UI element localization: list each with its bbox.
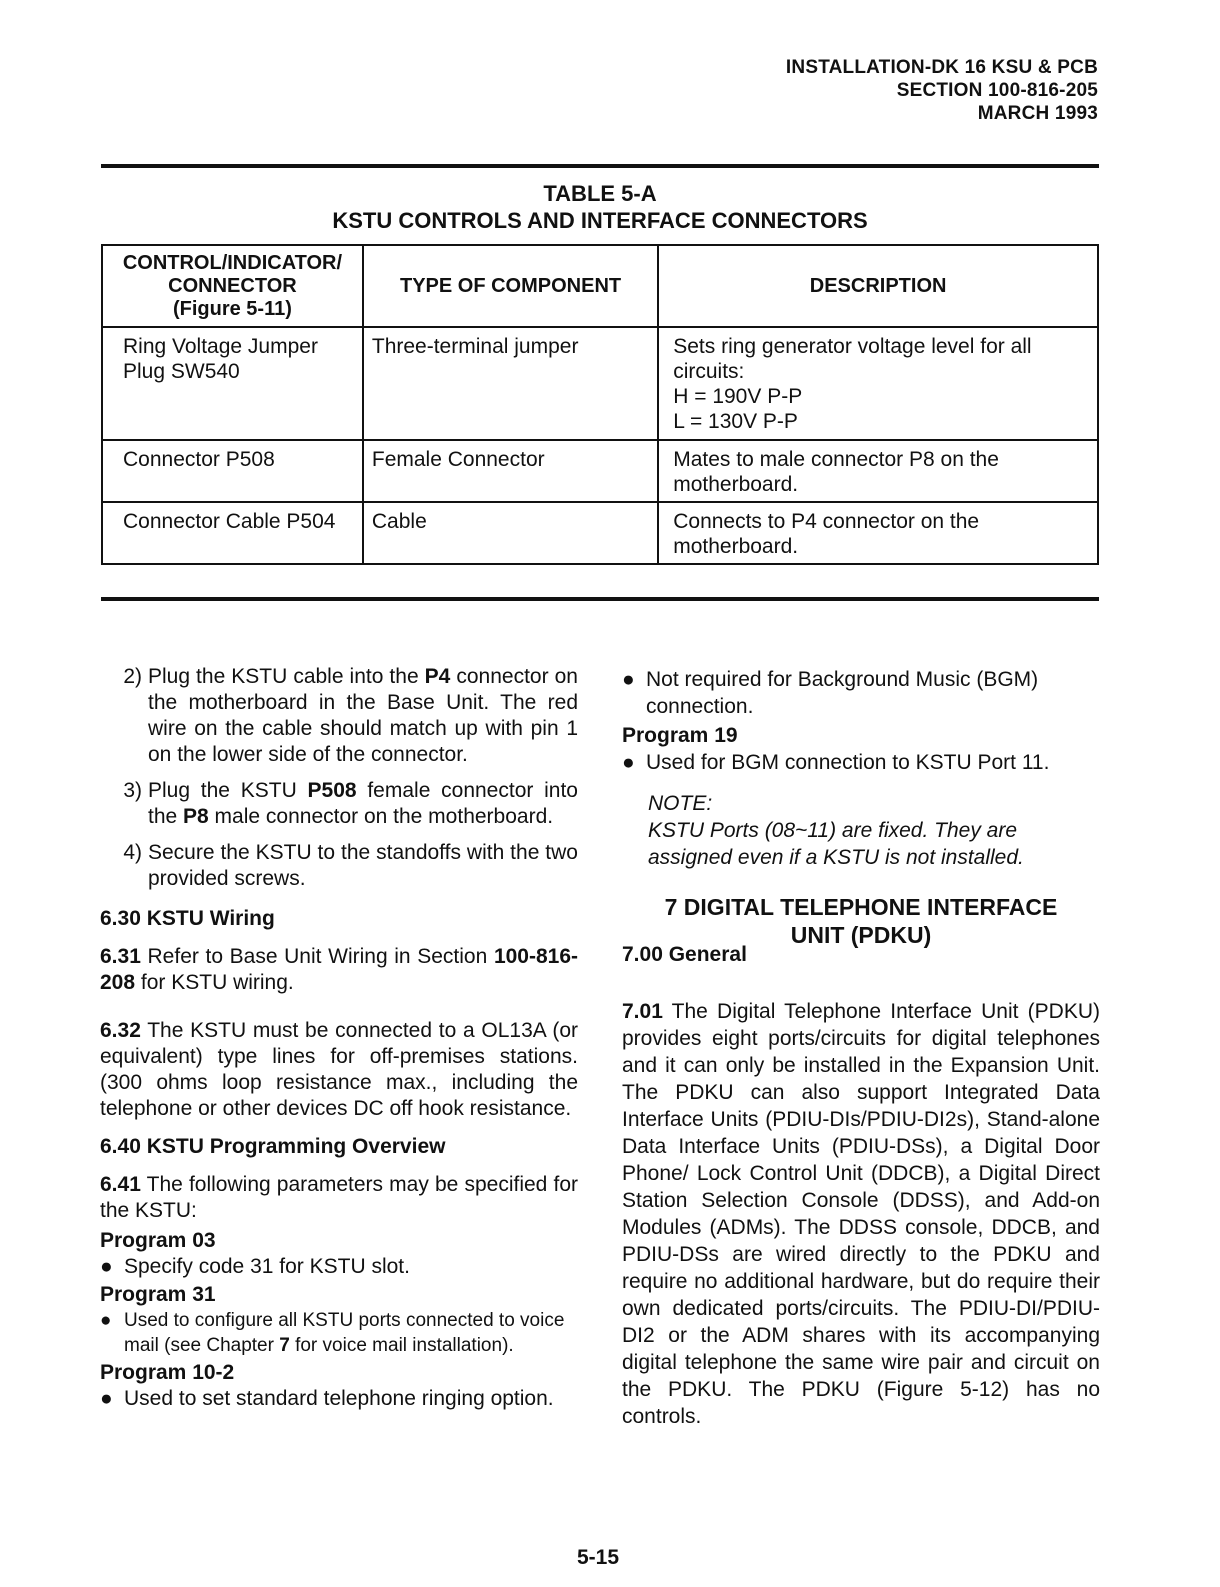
paragraph-7-01: 7.01 The Digital Telephone Interface Unit (PDKU) provides eight ports/circuits for digital telephones and it can only be installed in the Expansion Unit. The PDKU can also support Integrated Data Interface Units (PDIU-DIs/PDIU-DI2s), Stand-alone Data Interface Units (PDIU-DSs), a Digital Door Phone/ Lock Control Unit (DDCB), a Digital Direct Station Selection Console (DDSS), and Add-on Modules (ADMs). The DDSS console, DDCB, and PDIU-DSs are wired directly to the PDKU and require no additional hardware, but do require their own dedicated ports/circuits. The PDIU-DI/PDIU-DI2 or the ADM shares with its accompanying digital telephone the same wire pair and circuit on the PDKU. The PDKU (Figure 5-12) has no controls. [622, 1000, 1100, 1428]
header-title: INSTALLATION-DK 16 KSU & PCB [785, 57, 1098, 78]
table-caption [101, 180, 1099, 234]
table-row [102, 502, 1098, 564]
program-31-label: Program 31 [100, 1283, 216, 1306]
note-text: KSTU Ports (08~11) are fixed. They are assigned even if a KSTU is not installed. [648, 819, 1024, 869]
list-item: ● Specify code 31 for KSTU slot. [100, 1255, 410, 1278]
right-column [622, 666, 1100, 1442]
table-row [102, 440, 1098, 502]
step-item: 3) Plug the KSTU P508 female connector into the P8 male connector on the motherboard. [123, 779, 578, 828]
cell-type: Three-terminal jumper [363, 327, 658, 440]
paragraph-6-41: 6.41 The following parameters may be specified for the KSTU: [100, 1173, 578, 1222]
cell-description: Connects to P4 connector on the motherboard. [658, 502, 1098, 564]
top-rule [101, 164, 1099, 168]
col-header-control: CONTROL/INDICATOR/ CONNECTOR (Figure 5-11) [102, 245, 363, 327]
bullet-icon: ● [622, 751, 635, 774]
table-number: TABLE 5-A [543, 181, 657, 206]
cell-description: Sets ring generator voltage level for all circuits: H = 190V P-P L = 130V P-P [658, 327, 1098, 440]
section-7-title: 7 DIGITAL TELEPHONE INTERFACE UNIT (PDKU) [664, 894, 1058, 948]
table-subtitle: KSTU CONTROLS AND INTERFACE CONNECTORS [332, 208, 868, 233]
header-section: SECTION 100-816-205 [896, 80, 1098, 101]
bottom-rule [101, 597, 1099, 601]
col-header-type: TYPE OF COMPONENT [363, 245, 658, 327]
program-10-2-label: Program 10-2 [100, 1361, 235, 1384]
paragraph-6-31: 6.31 Refer to Base Unit Wiring in Section 100-816-208 for KSTU wiring. [100, 945, 578, 994]
bullet-icon: ● [100, 1310, 112, 1331]
col-header-description: DESCRIPTION [658, 245, 1098, 327]
list-item: ● Used to set standard telephone ringing option. [100, 1387, 554, 1410]
table-header-row [102, 245, 1098, 327]
cell-type: Cable [363, 502, 658, 564]
cell-type: Female Connector [363, 440, 658, 502]
table-row [102, 327, 1098, 440]
note-label: NOTE: [648, 792, 713, 815]
document-header [786, 56, 1098, 125]
bullet-icon: ● [100, 1255, 113, 1278]
bullet-icon: ● [622, 668, 635, 691]
heading-7-00: 7.00 General [622, 943, 747, 966]
program-19-label: Program 19 [622, 724, 738, 747]
header-date: MARCH 1993 [977, 103, 1098, 124]
step-item: 4) Secure the KSTU to the standoffs with the two provided screws. [123, 841, 578, 890]
kstu-controls-table [101, 244, 1099, 565]
heading-6-30: 6.30 KSTU Wiring [100, 907, 275, 930]
step-item: 2) Plug the KSTU cable into the P4 connector on the motherboard in the Base Unit. The red wire on the cable should match up with pin 1 on the lower side of the connector. [123, 665, 578, 766]
program-03-label: Program 03 [100, 1229, 216, 1252]
heading-6-40: 6.40 KSTU Programming Overview [100, 1135, 446, 1158]
cell-control: Ring Voltage Jumper Plug SW540 [102, 327, 363, 440]
page-number: 5-15 [576, 1546, 620, 1569]
list-item: ● Not required for Background Music (BGM) connection. [622, 668, 1039, 718]
left-column [100, 664, 578, 1412]
paragraph-6-32: 6.32 The KSTU must be connected to a OL13A (or equivalent) type lines for off-premises stations. (300 ohms loop resistance max., including the telephone or other devices DC off hook resistance. [100, 1019, 578, 1120]
list-item: ● Used to configure all KSTU ports connected to voice mail (see Chapter 7 for voice mail installation). [100, 1310, 565, 1356]
cell-description: Mates to male connector P8 on the motherboard. [658, 440, 1098, 502]
cell-control: Connector Cable P504 [102, 502, 363, 564]
list-item: ● Used for BGM connection to KSTU Port 11. [622, 751, 1050, 774]
cell-control: Connector P508 [102, 440, 363, 502]
note-block [648, 790, 1100, 871]
bullet-icon: ● [100, 1387, 113, 1410]
